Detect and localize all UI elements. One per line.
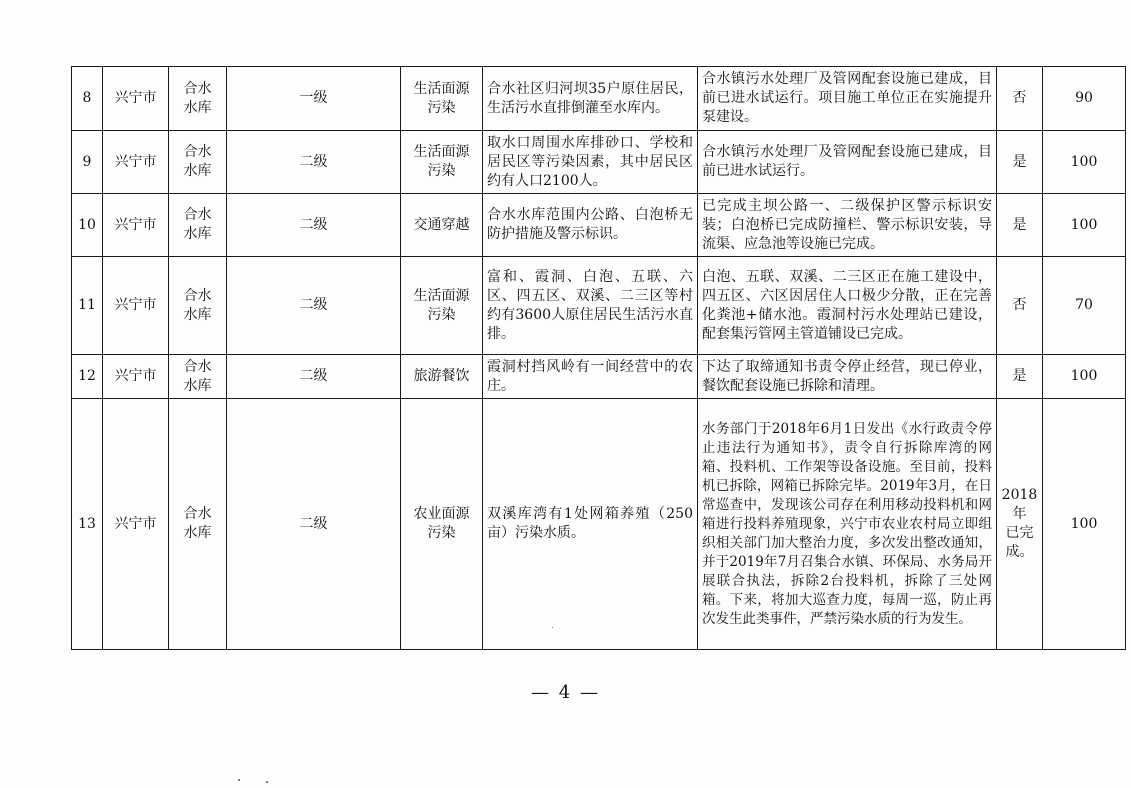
pollution-type: 生活面源 污染 [413,80,470,116]
pollution-type-cell: 旅游餐饮 [401,355,483,399]
completed-cell: 否 [997,67,1043,131]
pollution-type-cell [401,67,483,131]
problem-cell: 霞洞村挡风岭有一间经营中的农庄。 [483,355,698,399]
progress-cell: 100 [1043,399,1126,650]
problem-cell: 富和、霞洞、白泡、五联、六区、四五区、双溪、二三区等村约有3600人原住居民生活污水直排。 [483,257,698,355]
completed-cell [997,399,1043,650]
completed-cell: 是 [997,131,1043,194]
protection-level-cell: 二级 [227,355,401,399]
progress-cell: 100 [1043,194,1126,257]
reservoir-name: 合水 水库 [183,506,212,541]
completed-cell: 是 [997,194,1043,257]
problem-cell: 双溪库湾有1处网箱养殖（250亩）污染水质。 [483,399,698,650]
reservoir-cell [169,131,227,194]
scan-speck [266,781,268,783]
problem-cell: 取水口周围水库排砂口、学校和居民区等污染因素，其中居民区约有人口2100人。 [483,131,698,194]
reservoir-name: 合水 水库 [183,80,212,116]
measures-cell: 下达了取缔通知书责令停止经营，现已停业，餐饮配套设施已拆除和清理。 [698,355,997,399]
table-row [72,355,1126,399]
table-row [72,257,1126,355]
measures-cell: 水务部门于2018年6月1日发出《水行政责令停止违法行为通知书》，责令自行拆除库湾的网箱、投料机、工作架等设备设施。至目前，投料机已拆除，网箱已拆除完毕。2019年3月，在日常巡查中，发现该公司存在利用移动投料机和网箱进行投料养殖现象，兴宁市农业农村局立即组织相关部门加大整治力度，多次发出整改通知，并于2019年7月召集合水镇、环保局、水务局开展联合执法，拆除2台投料机，拆除了三处网箱。下来，将加大巡查力度，每周一巡，防止再次发生此类事件，严禁污染水质的行为发生。 [698,399,997,650]
reservoir-cell [169,194,227,257]
pollution-type-cell [401,399,483,650]
protection-level-cell: 二级 [227,131,401,194]
reservoir-name: 合水 水库 [183,287,212,323]
measures-cell: 合水镇污水处理厂及管网配套设施已建成，目前已进水试运行。项目施工单位正在实施提升泵建设。 [698,67,997,131]
city-cell: 兴宁市 [103,194,169,257]
completion-note: 2018年 已完 成。 [1001,487,1038,560]
pollution-type: 生活面源 污染 [413,287,470,323]
row-number: 9 [72,131,103,194]
reservoir-name: 合水 水库 [183,207,212,242]
rectification-table [71,66,1126,650]
pollution-type: 农业面源 污染 [413,506,470,541]
city-cell: 兴宁市 [103,257,169,355]
measures-cell: 已完成主坝公路一、二级保护区警示标识安装；白泡桥已完成防撞栏、警示标识安装，导流渠、应急池等设施已完成。 [698,194,997,257]
row-number: 11 [72,257,103,355]
reservoir-cell [169,399,227,650]
city-cell: 兴宁市 [103,131,169,194]
pollution-type-cell [401,257,483,355]
row-number: 13 [72,399,103,650]
pollution-type-cell [401,131,483,194]
measures-cell: 白泡、五联、双溪、二三区正在施工建设中，四五区、六区因居住人口极少分散，正在完善化粪池+储水池。霞洞村污水处理站已建设，配套集污管网主管道铺设已完成。 [698,257,997,355]
progress-cell: 70 [1043,257,1126,355]
progress-cell: 100 [1043,131,1126,194]
measures-cell: 合水镇污水处理厂及管网配套设施已建成，目前已进水试运行。 [698,131,997,194]
protection-level-cell: 二级 [227,257,401,355]
table-row [72,399,1126,650]
page-number: — 4 — [531,682,600,703]
row-number: 10 [72,194,103,257]
problem-cell: 合水水库范围内公路、白泡桥无防护措施及警示标识。 [483,194,698,257]
reservoir-cell [169,355,227,399]
progress-cell: 100 [1043,355,1126,399]
city-cell: 兴宁市 [103,67,169,131]
progress-cell: 90 [1043,67,1126,131]
completed-cell: 否 [997,257,1043,355]
pollution-type-cell: 交通穿越 [401,194,483,257]
pollution-type: 生活面源 污染 [413,144,470,179]
completed-cell: 是 [997,355,1043,399]
scan-speck [552,627,553,628]
problem-cell: 合水社区归河坝35户原住居民，生活污水直排倒灌至水库内。 [483,67,698,131]
reservoir-name: 合水 水库 [183,358,212,394]
reservoir-cell [169,257,227,355]
scan-speck [238,779,240,781]
protection-level-cell: 一级 [227,67,401,131]
row-number: 8 [72,67,103,131]
reservoir-name: 合水 水库 [183,144,212,179]
protection-level-cell: 二级 [227,194,401,257]
table-row [72,194,1126,257]
table-row [72,131,1126,194]
reservoir-cell [169,67,227,131]
protection-level-cell: 二级 [227,399,401,650]
city-cell: 兴宁市 [103,399,169,650]
city-cell: 兴宁市 [103,355,169,399]
row-number: 12 [72,355,103,399]
table-row [72,67,1126,131]
